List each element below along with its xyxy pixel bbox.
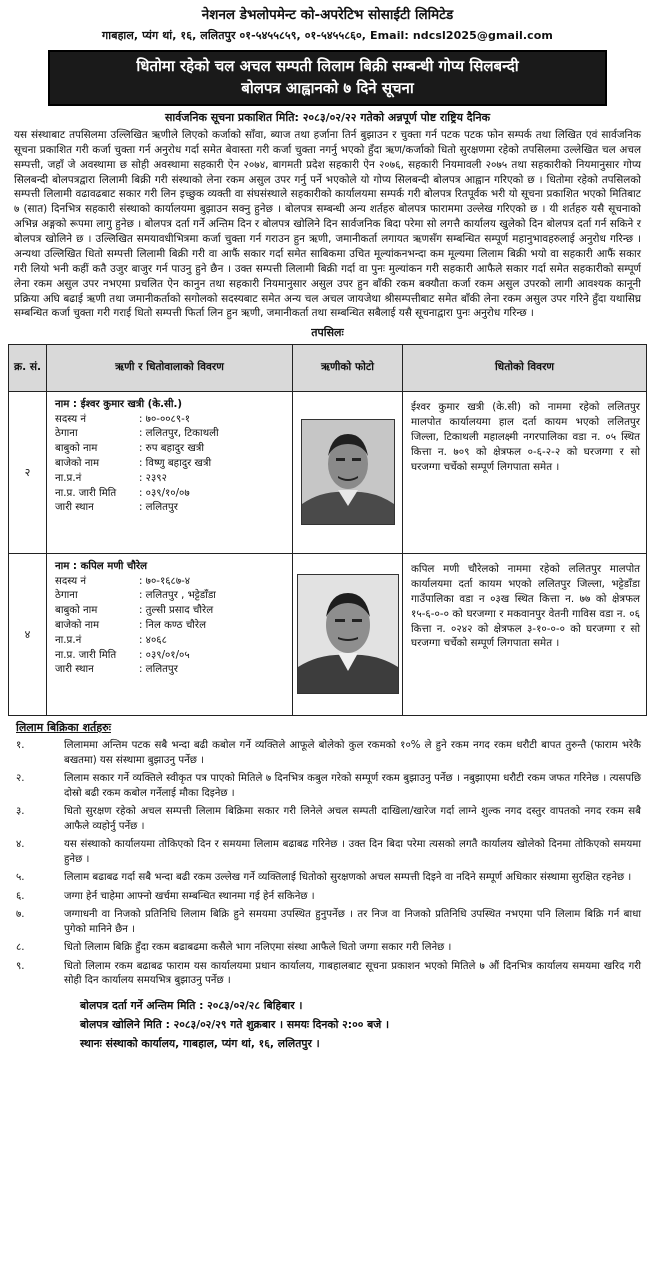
detail-row [55, 501, 288, 516]
detail-key: सदस्य नं [55, 575, 87, 587]
term-number: ९. [16, 960, 25, 972]
detail-value: : ७०-१६८७-४ [139, 575, 191, 587]
notice-body-paragraph: यस संस्थाबाट तपसिलमा उल्लिखित ऋणीले लिएको कर्जाको साँवा, ब्याज तथा हर्जाना तिर्न बुझाउन र चुक्ता गर्न पटक पटक फोन सम्पर्क तथा लिखित एवं सार्वजनिक सूचना प्रकाशित गरी कर्जा चुक्ता गर्न अनुरोध गर्दा समेत बेवास्ता गरी कर्जा चुक्ता नगर्नु भएको हुँदा ऋण/कर्जाको धितो सुरक्षणमा रहेको तपसिलमा उल्लेखित चल अचल सम्पत्ती, जहाँ जे अवस्थामा छ सोही अवस्थामा सहकारी ऐन २०७४, बागमती प्रदेश सहकारी ऐन २०७६, सहकारी नियमावली २०७५ तथा सहकारीको नियमानुसार गोप्य सिलबन्दी बोलपत्रद्वारा लिलामी बिक्री गरी संस्थाको लेना रकम असुल उपर गर्नु पर्ने भएकोले यो गोप्य सिलबन्दी बोलपत्र आह्वान गरिएको छ । धितोमा रहेको तपसिलको सम्पत्ती लिलामी वढावढबाट सकार गरी लिन इच्छुक व्यक्ती वा संघसंस्थाले सहकारीको कार्यालयमा सम्पर्क गरी बोलपत्र रितपूर्वक भरी यो सूचना प्रकाशित भएको मितिबाट ७ (सात) दिनभित्र सहकारी संस्थाको कार्यालयमा बुझाउन सक्नु हुनेछ । बोलपत्र सम्बन्धी अन्य शर्तहरु बोलपत्र फाराममा उल्लेख गरिएको छ । यी शर्तहरु यसै सूचनाको अभिन्न अङ्गको रूपमा लागु हुनेछ । बोलपत्र दर्ता गर्ने अन्तिम दिन र बोलपत्र खोलिने दिन सार्वजनिक बिदा परेमा सो लगत्तै कार्यालय खुलेको दिन बोलपत्र दर्ता गर्न सकिने र बोलपत्र खोलिने छ । उल्लिखित समयावधीभित्रमा कर्जा चुक्ता गर्न गराउन हुन ऋणी, जमानीकर्ता लगायत ऋणसँग सम्बन्धित सम्पूर्ण महानुभावहरुलाई अनुरोध गरिन्छ । अन्यथा उल्लिखित धितो सम्पत्ती लिलामी बिक्री गरी वा आफैं सकार गर्दा समेत साबिकमा उचित मूल्यांकनभन्दा कम मूल्यमा लिलाम बिक्री भयो वा सहकारी आफैं सकार गरी लियो भनी कहीं कतै उजुर बाजुर गर्न पाउनु हुने छैन । उक्त सम्पत्ती लिलामी बिक्री गर्दा वा पुनः मुल्यांकन गरी सहकारी आफैले सकार गर्दा समेत सहकारीको सम्पूर्ण लेना रकम असुल उपर नभएमा प्रचलित ऐन कानुन तथा सहकारी नियमानुसार असुल उपर हुन बाँकी रकम बक्यौता कर्जा रकम असुल उपरको लागी आवश्यक कानूनी प्रक्रिया अघि बढाई ऋणी तथा जमानीकर्ताको सगोलको सदस्यबाट समेत अन्य चल अचल जायजेथा श्रीसम्पत्तीबाट समेत बाँकी लेना रकम असुल उपर गरिने हुँदा यथासिघ्र सम्बन्धित कर्जा चुक्ता गरी गराई धितो सम्पत्ती फिर्ता लिन हुन ऋणी, जमानीकर्ता तथा सम्बन्धित सबैलाई यसै सूचनाद्वारा पुनः अनुरोध गरिन्छ । [14, 128, 641, 320]
detail-key: बाबुको नाम [55, 443, 98, 455]
list-item [16, 871, 641, 885]
list-item [16, 805, 641, 834]
detail-key: सदस्य नं [55, 413, 87, 425]
term-number: २. [16, 773, 25, 785]
detail-value: : २३९२ [139, 472, 167, 484]
detail-key: बाजेको नाम [55, 619, 100, 631]
detail-key: ना.प्र. जारी मिति [55, 487, 117, 499]
column-header-serial: क्र. सं. [9, 344, 47, 391]
term-text: धितो लिलाम रकम बढाबढ फाराम यस कार्यालयमा प्रधान कार्यालय, गाबहालबाट सूचना प्रकाशन भएको मितिले ७ औं दिनभित्र कार्यालय समयमा खरिद गरी सोही दिन कार्यालय समयभित्र बुझाउनु पर्नेछ । [64, 960, 641, 987]
detail-key: ठेगाना [55, 428, 78, 440]
detail-row [55, 472, 288, 487]
detail-row [55, 575, 288, 590]
list-item [16, 941, 641, 955]
borrower-details [47, 391, 293, 553]
notice-title-line-1: धितोमा रहेको चल अचल सम्पती लिलाम बिक्री सम्बन्धी गोप्य सिलबन्दी [136, 56, 519, 75]
detail-key: बाबुको नाम [55, 605, 98, 617]
detail-key: ना.प्र.नं [55, 634, 82, 646]
column-header-photo: ऋणीको फोटो [293, 344, 403, 391]
term-text: लिलाम सकार गर्ने व्यक्तिले स्वीकृत पत्र पाएको मितिले ७ दिनभित्र कबुल गरेको सम्पूर्ण रकम बुझाउनु पर्नेछ । नबुझाएमा धरौटी रकम जफत गरिनेछ । त्यसपछि दोस्रो बढी रकम कबोल गर्नेलाई मौका दिइनेछ । [64, 773, 641, 799]
publication-note: सार्वजनिक सूचना प्रकाशित मिति: २०८३/०२/२२ गतेको अन्नपूर्ण पोष्ट राष्ट्रिय दैनिक [164, 111, 491, 125]
detail-value: : ललितपुर [139, 502, 178, 514]
detail-key: ना.प्र. जारी मिति [55, 649, 117, 661]
detail-value: : तुल्सी प्रसाद चौरेल [139, 605, 214, 617]
detail-value: : ०३९/०१/०५ [139, 649, 190, 661]
notice-title-line-2: बोलपत्र आह्वानको ७ दिने सूचना [241, 78, 414, 97]
detail-key: ठेगाना [55, 590, 78, 602]
term-number: १. [16, 740, 25, 752]
table-header-row [9, 344, 647, 391]
detail-row [55, 589, 288, 604]
detail-row [55, 413, 288, 428]
organization-address: गाबहाल, प्यंग थां, १६, ललितपुर ०१-५४५५८५९, ०१-५४५५८६०, Email: ndcsl2025@gmail.com [102, 29, 553, 43]
list-item [16, 890, 641, 904]
term-text: धितो सुरक्षण रहेको अचल सम्पत्ती लिलाम बिक्रिमा सकार गरी लिनेले अचल सम्पती दाखिला/खारेज गर्दा लाग्ने शुल्क नगद दस्तुर वापतको नगद रकम सबै आफैले व्यहोर्नु पर्नेछ । [64, 806, 641, 832]
table-row [9, 553, 647, 715]
term-text: जग्गा हेर्न चाहेमा आफ्नो खर्चमा सम्बन्धित स्थानमा गई हेर्न सकिनेछ । [64, 890, 315, 902]
term-text: यस संस्थाको कार्यालयमा तोकिएको दिन र समयमा लिलाम बढाबढ गरिनेछ । उक्त दिन बिदा परेमा त्यसको लगतै कार्यालय खोलेको दिनमा तोकिएको समयमा हुनेछ । [64, 839, 641, 865]
column-header-borrower: ऋणी र धितोवालाको विवरण [47, 344, 293, 391]
organization-name: नेशनल डेभलोपमेन्ट को-अपरेटिभ सोसाईटी लिमिटेड [201, 7, 454, 23]
table-heading: तपसिलः [311, 326, 344, 340]
term-text: लिलाम बढाबढ गर्दा सबै भन्दा बढी रकम उल्लेख गर्ने व्यक्तिलाई धितोको सुरक्षणको अचल सम्पत्ती दिइने वा नदिने सम्पूर्ण अधिकार संस्थामा सुरक्षित रहनेछ । [64, 872, 632, 884]
collateral-description: ईश्वर कुमार खत्री (के.सी) को नाममा रहेको ललितपुर मालपोत कार्यालयमा हाल दर्ता कायम भएको ललितपुर जिल्ला, टिकाथली महालक्ष्मी नगरपालिका वडा न. ०५ स्थित कित्ता न. ७०९ को क्षेत्रफल ०-६-२-२ को घरजग्गा र सो घरजग्गा चर्चेको सम्पूर्ण लिगपाता समेत । [403, 391, 647, 553]
borrower-details [47, 553, 293, 715]
bid-registration-deadline: बोलपत्र दर्ता गर्ने अन्तिम मिति : २०८३/०२/२८ बिहिबार । [80, 998, 303, 1012]
term-number: ८. [16, 942, 25, 954]
detail-key: जारी स्थान [55, 664, 94, 676]
detail-value: : विष्णु बहादुर खत्री [139, 457, 212, 469]
borrower-photo-cell [293, 553, 403, 715]
row-serial: ४ [9, 553, 47, 715]
term-number: ७. [16, 909, 25, 921]
bid-opening-date: बोलपत्र खोलिने मिति : २०८३/०२/२९ गते शुक्रबार । समयः दिनको २:०० बजे । [80, 1017, 390, 1031]
borrower-name: ईश्वर कुमार खत्री (के.सी.) [80, 398, 183, 410]
detail-row [55, 604, 288, 619]
detail-row [55, 649, 288, 664]
terms-list [8, 739, 647, 988]
term-number: ५. [16, 872, 25, 884]
detail-row [55, 457, 288, 472]
term-text: धितो लिलाम बिक्रि हुँदा रकम बढाबढमा कसैले भाग नलिएमा संस्था आफैले धितो जग्गा सकार गरी लिनेछ । [64, 942, 452, 954]
table-row [9, 391, 647, 553]
list-item [16, 772, 641, 801]
term-number: ४. [16, 839, 25, 851]
detail-key: जारी स्थान [55, 502, 94, 514]
bid-schedule [80, 997, 647, 1054]
collateral-description: कपिल मणी चौरेलको नाममा रहेको ललितपुर मालपोत कार्यालयमा दर्ता कायम भएको ललितपुर जिल्ला, भट्टेडाँडा गाउँपालिका वडा न ०३ख स्थित कित्ता न. ७७ को क्षेत्रफल १५-६-०-० को घरजग्गा र मकवानपुर वेतनी गाविस वडा न. ०६ कित्ता न. ०२४२ को क्षेत्रफल ३-१०-०-० को घरजग्गा र सो घरजग्गा चर्चेको सम्पूर्ण लिगपाता समेत । [403, 553, 647, 715]
row-serial: २ [9, 391, 47, 553]
detail-value: : ०३९/१०/०७ [139, 487, 190, 499]
borrower-photo [301, 419, 395, 525]
detail-value: : ४०६८ [139, 634, 167, 646]
detail-row [55, 634, 288, 649]
detail-value: : रुप बहादुर खत्री [139, 443, 205, 455]
term-number: ३. [16, 806, 25, 818]
detail-row [55, 442, 288, 457]
term-text: जग्गाधनी वा निजको प्रतिनिधि लिलाम बिक्रि हुने समयमा उपस्थित हुनुपर्नेछ । तर निज वा निजको प्रतिनिधि उपस्थित नभएमा पनि लिलाम बिक्रि गर्न बाधा पुगेको मानिने छैन । [64, 909, 641, 935]
list-item [16, 838, 641, 867]
detail-key: बाजेको नाम [55, 457, 100, 469]
term-text: लिलाममा अन्तिम पटक सबै भन्दा बढी कबोल गर्ने व्यक्तिले आफूले बोलेको कुल रकमको १०% ले हुने रकम नगद रकम धरौटी बापत तुरुन्तै (फाराम भरेकै बखतमा) यस संस्थामा बुझाउनु पर्नेछ । [64, 740, 641, 766]
borrower-name: कपिल मणी चौरेल [80, 560, 148, 572]
detail-row [55, 619, 288, 634]
detail-value: : ७०-००८९-१ [139, 413, 191, 425]
borrower-name-line [55, 560, 288, 575]
detail-row [55, 427, 288, 442]
notice-title-banner [48, 50, 607, 107]
detail-value: : निल कण्ठ चौरेल [139, 619, 206, 631]
list-item [16, 908, 641, 937]
list-item [16, 739, 641, 768]
detail-row [55, 663, 288, 678]
terms-heading: लिलाम बिक्रिका शर्तहरुः [16, 720, 111, 734]
detail-row [55, 487, 288, 502]
borrower-table [8, 344, 647, 716]
detail-value: : ललितपुर [139, 664, 178, 676]
detail-key: ना.प्र.नं [55, 472, 82, 484]
borrower-name-label: नाम : [55, 560, 78, 572]
borrower-photo-cell [293, 391, 403, 553]
list-item [16, 960, 641, 989]
term-number: ६. [16, 890, 25, 902]
detail-value: : ललितपुर, टिकाथली [139, 428, 219, 440]
bid-opening-venue: स्थानः संस्थाको कार्यालय, गाबहाल, प्यंग थां, १६, ललितपुर । [80, 1036, 320, 1050]
column-header-collateral: धितोको विवरण [403, 344, 647, 391]
borrower-name-line [55, 398, 288, 413]
borrower-photo [297, 574, 399, 694]
detail-value: : ललितपुर , भट्टेडाँडा [139, 590, 216, 602]
borrower-name-label: नाम : [55, 398, 78, 410]
